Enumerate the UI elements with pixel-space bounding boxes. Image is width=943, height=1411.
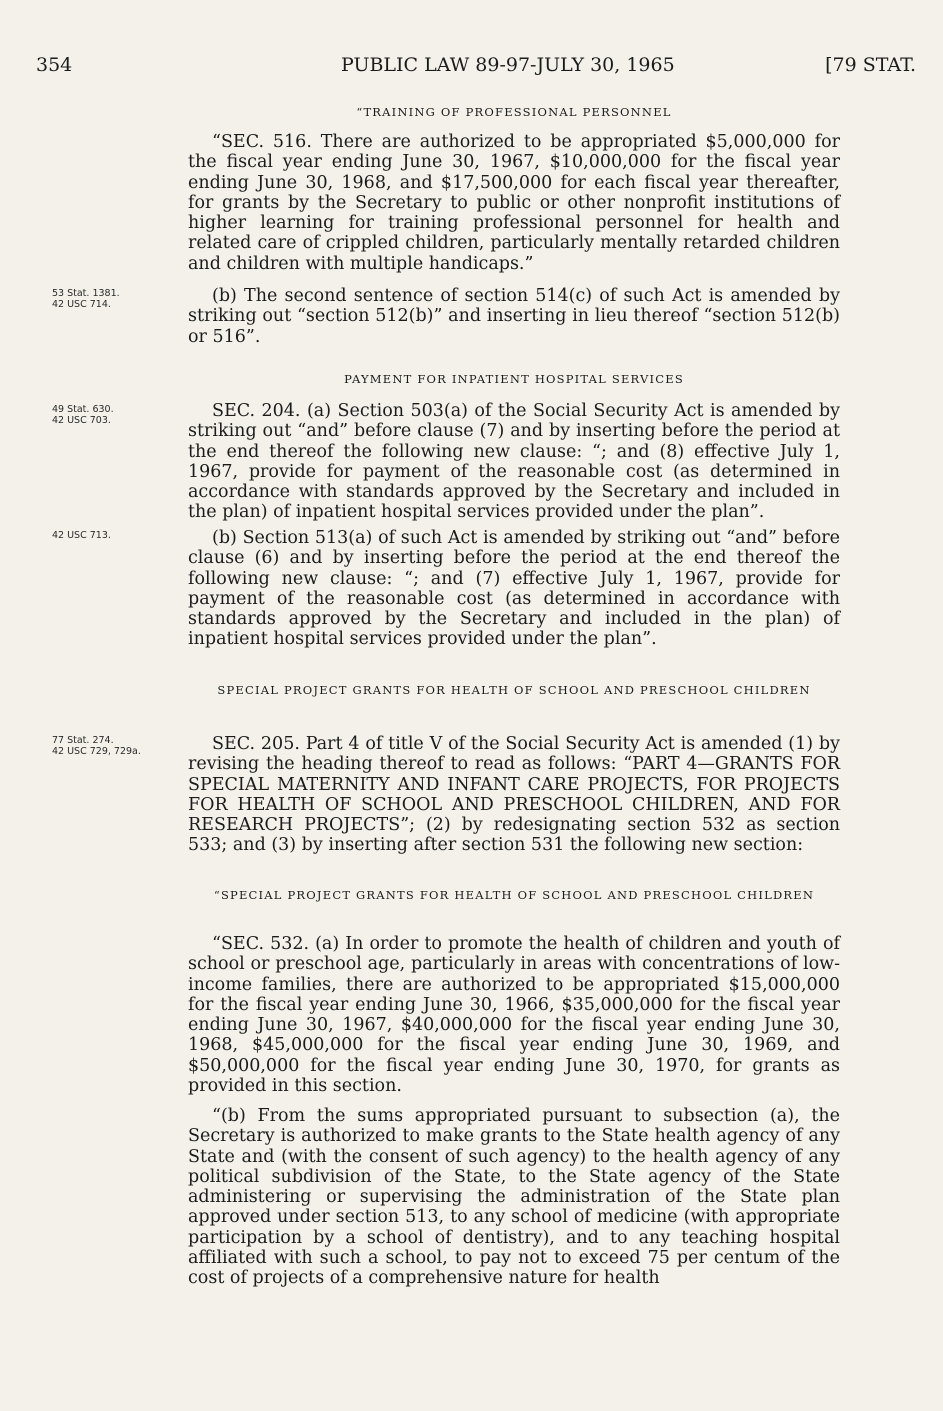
margin-note-49-stat-630: 49 Stat. 630. 42 USC 703.	[52, 404, 114, 426]
page-header	[36, 54, 916, 84]
heading-payment-inpatient-hospital-services: PAYMENT FOR INPATIENT HOSPITAL SERVICES	[344, 372, 684, 386]
section-532-subsection-b: “(b) From the sums appropriated pursuant to subsection (a), the Secretary is authorized to make grants to the State health agency of any State and (with the consent of such agency) to the health agency of any political subdivision of the State, to the State agency of the State administering or supervising the administration of the State plan approved under section 513, to any school of medicine (with appropriate participation by a school of dentistry), and to any teaching hospital affiliated with such a school, to pay not to exceed 75 per centum of the cost of projects of a comprehensive nature for health	[188, 1106, 840, 1289]
page-number: 354	[36, 54, 73, 76]
section-532-subsection-a: “SEC. 532. (a) In order to promote the health of children and youth of school or preschool age, particularly in areas with concentrations of low-income families, there are authorized to be appropriated $15,000,000 for the fiscal year ending June 30, 1966, $35,000,000 for the fiscal year ending June 30, 1967, $40,000,000 for the fiscal year ending June 30, 1968, $45,000,000 for the fiscal year ending June 30, 1969, and $50,000,000 for the fiscal year ending June 30, 1970, for grants as provided in this section.	[188, 934, 840, 1097]
section-205-text: SEC. 205. Part 4 of title V of the Social Security Act is amended (1) by revising the heading thereof to read as follows: “PART 4—GRANTS FOR SPECIAL MATERNITY AND INFANT CARE PROJECTS, FOR PROJECTS FOR HEALTH OF SCHOOL AND PRESCHOOL CHILDREN, AND FOR RESEARCH PROJECTS”; (2) by redesignating section 532 as section 533; and (3) by inserting after section 531 the following new section:	[188, 734, 840, 856]
heading-training-professional-personnel: “TRAINING OF PROFESSIONAL PERSONNEL	[356, 105, 672, 119]
volume-reference: [79 STAT.	[825, 54, 916, 76]
heading-special-project-grants-quoted: “SPECIAL PROJECT GRANTS FOR HEALTH OF SCHOOL AND PRESCHOOL CHILDREN	[213, 888, 815, 902]
margin-note-53-stat-1381: 53 Stat. 1381. 42 USC 714.	[52, 288, 120, 310]
section-516-subsection-b: (b) The second sentence of section 514(c) of such Act is amended by striking out “section 512(b)” and inserting in lieu thereof “section 512(b) or 516”.	[188, 286, 840, 347]
margin-note-77-stat-274: 77 Stat. 274. 42 USC 729, 729a.	[52, 735, 141, 757]
section-204-subsection-a: SEC. 204. (a) Section 503(a) of the Social Security Act is amended by striking out “and” before clause (7) and by inserting before the period at the end thereof the following new clause: “; and (8) effective July 1, 1967, provide for payment of the reasonable cost (as determined in accordance with standards approved by the Secretary and included in the plan) of inpatient hospital services provided under the plan”.	[188, 401, 840, 523]
section-516-text: “SEC. 516. There are authorized to be appropriated $5,000,000 for the fiscal year ending June 30, 1967, $10,000,000 for the fiscal year ending June 30, 1968, and $17,500,000 for each fiscal year thereafter, for grants by the Secretary to public or other nonprofit institutions of higher learning for training professional personnel for health and related care of crippled children, particularly mentally retarded children and children with multiple handicaps.”	[188, 132, 840, 274]
margin-note-42-usc-713: 42 USC 713.	[52, 530, 111, 541]
section-204-subsection-b: (b) Section 513(a) of such Act is amended by striking out “and” before clause (6) and by inserting before the period at the end thereof the following new clause: “; and (7) effective July 1, 1967, provide for payment of the reasonable cost (as determined in accordance with standards approved by the Secretary and included in the plan) of inpatient hospital services provided under the plan”.	[188, 528, 840, 650]
heading-special-project-grants: SPECIAL PROJECT GRANTS FOR HEALTH OF SCHOOL AND PRESCHOOL CHILDREN	[217, 683, 811, 697]
running-head: PUBLIC LAW 89-97-JULY 30, 1965	[341, 54, 675, 76]
